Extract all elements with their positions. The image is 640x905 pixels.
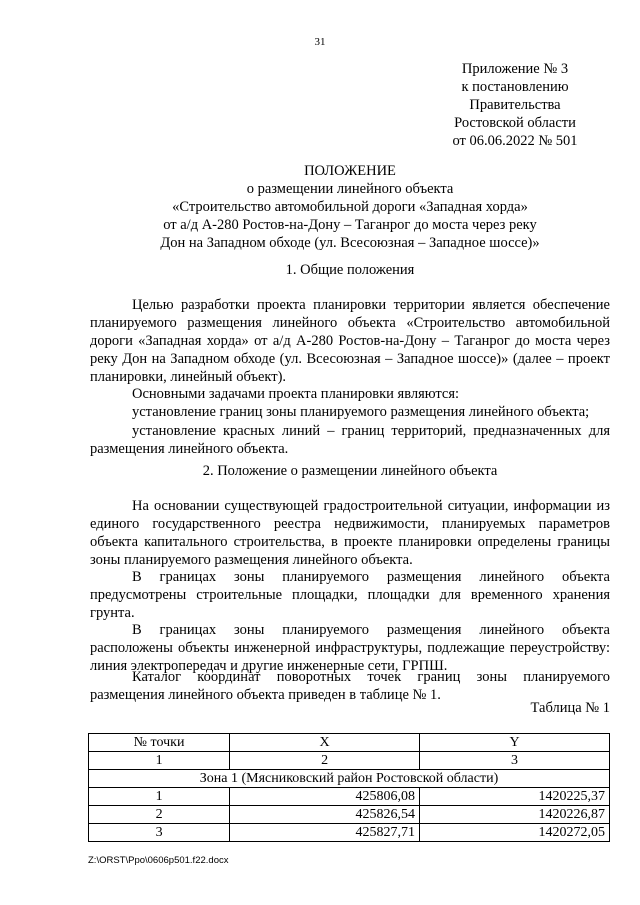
section-2-heading: 2. Положение о размещении линейного объекта (202, 463, 498, 479)
section-2-paragraph (90, 668, 610, 704)
section-2-paragraph (90, 568, 610, 622)
annex-line: Приложение № 3 (461, 61, 569, 77)
header-cell: Y (420, 734, 610, 752)
title-line: ПОЛОЖЕНИЕ (304, 163, 396, 179)
table-header-row (89, 734, 610, 752)
section-1-paragraph (90, 296, 610, 386)
document-title (90, 162, 610, 252)
x-cell: 425827,71 (230, 824, 420, 842)
table-row (89, 788, 610, 806)
section-1-paragraph (90, 422, 610, 458)
point-cell: 3 (89, 824, 230, 842)
annex-line: к постановлению (461, 79, 569, 95)
point-cell: 2 (89, 806, 230, 824)
column-number-cell: 3 (420, 752, 610, 770)
section-1-heading: 1. Общие положения (285, 262, 415, 278)
paragraph-text: В границах зоны планируемого размещения линейного объекта расположены объекты инженерной инфраструктуры, подлежащие переустройству: линия электропередач и другие инженерные сети, ГРПШ. (90, 622, 610, 674)
x-cell: 425826,54 (230, 806, 420, 824)
section-1-line: установление границ зоны планируемого размещения линейного объекта; (132, 404, 590, 420)
paragraph-text: В границах зоны планируемого размещения линейного объекта предусмотрены строительные площадки, площадки для временного хранения грунта. (90, 569, 610, 621)
zone-cell: Зона 1 (Мясниковский район Ростовской области) (89, 770, 610, 788)
title-line: о размещении линейного объекта (246, 181, 454, 197)
paragraph-text: Каталог координат поворотных точек границ зоны планируемого размещения линейного объекта приведен в таблице № 1. (90, 669, 610, 703)
table-row (89, 824, 610, 842)
zone-row (89, 770, 610, 788)
point-cell: 1 (89, 788, 230, 806)
annex-header (440, 60, 590, 150)
y-cell: 1420272,05 (420, 824, 610, 842)
header-cell: X (230, 734, 420, 752)
title-line: от а/д А-280 Ростов-на-Дону – Таганрог до моста через реку (163, 217, 537, 233)
coordinates-table (88, 733, 610, 842)
title-line: Дон на Западном обходе (ул. Всесоюзная – Западное шоссе)» (160, 235, 540, 251)
column-number-row (89, 752, 610, 770)
annex-line: от 06.06.2022 № 501 (452, 133, 578, 149)
page-number: 31 (314, 36, 326, 48)
x-cell: 425806,08 (230, 788, 420, 806)
paragraph-text: установление красных линий – границ территорий, предназначенных для размещения линейного объекта. (90, 423, 610, 457)
column-number-cell: 2 (230, 752, 420, 770)
annex-line: Правительства (469, 97, 561, 113)
table-caption: Таблица № 1 (530, 700, 610, 716)
y-cell: 1420226,87 (420, 806, 610, 824)
title-line: «Строительство автомобильной дороги «Западная хорда» (172, 199, 528, 215)
paragraph-text: На основании существующей градостроительной ситуации, информации из единого государственного реестра недвижимости, планируемых параметров объекта капитального строительства, в проекте планировки определены границы зоны планируемого размещения линейного объекта. (90, 498, 610, 568)
file-path-footer: Z:\ORST\Ppo\0606p501.f22.docx (88, 855, 229, 866)
table-row (89, 806, 610, 824)
y-cell: 1420225,37 (420, 788, 610, 806)
column-number-cell: 1 (89, 752, 230, 770)
section-2-paragraph (90, 621, 610, 675)
header-cell: № точки (89, 734, 230, 752)
section-1-line: Основными задачами проекта планировки являются: (132, 386, 460, 402)
section-2-paragraph (90, 497, 610, 569)
paragraph-text: Целью разработки проекта планировки территории является обеспечение планируемого размещения линейного объекта «Строительство автомобильной дороги «Западная хорда» от а/д А-280 Ростов-на-Дону – Таганрог до моста через реку Дон на Западном обходе (ул. Всесоюзная – Западное шоссе)» (далее – проект планировки, линейный объект). (90, 297, 610, 385)
annex-line: Ростовской области (454, 115, 576, 131)
